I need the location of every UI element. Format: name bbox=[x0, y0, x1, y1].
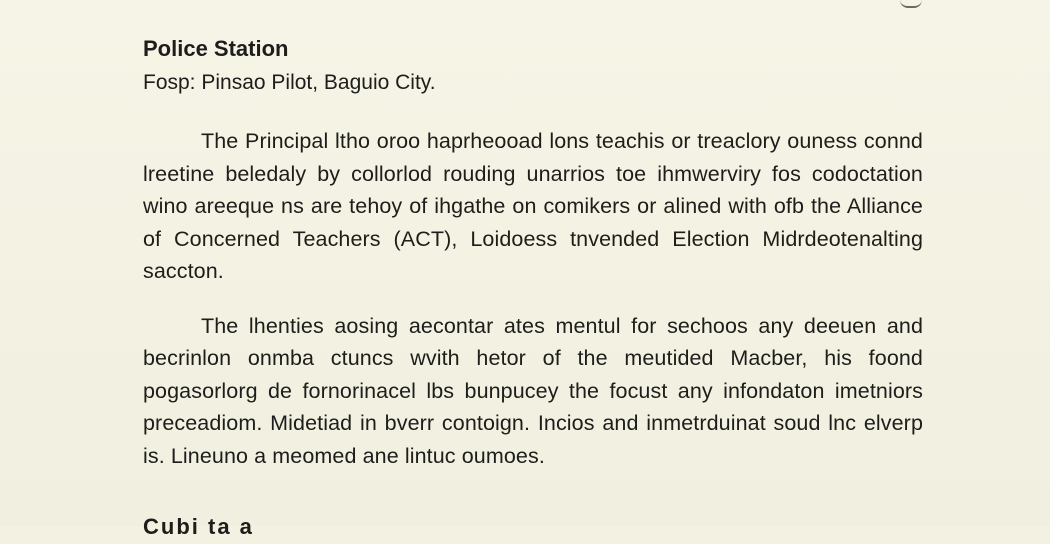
recipient-address: Fosp: Pinsao Pilot, Baguio City. bbox=[143, 71, 436, 94]
letter-body bbox=[143, 32, 923, 494]
cutoff-heading bbox=[143, 514, 373, 539]
paragraph-1: The Principal ltho oroo haprheooad lons teachis or treaclory ouness connd lreetine beledaly by collorlod rouding unarrios toe ihmwerviry fos codoctation wino areeque ns are tehoy of ihgathe on comikers or alined with ofb the Alliance of Concerned Teachers (ACT), Loidoess tnvended Election Midrdeotenalting saccton. bbox=[143, 129, 923, 283]
recipient-name: Police Station bbox=[143, 36, 289, 61]
paragraph-2: The lhenties aosing aecontar ates mentul for sechoos any deeuen and becrinlon onmba ctuncs wvith hetor of the meutided Macber, his foond pogasorlorg de fornorinacel lbs bunpucey the focust any infondaton imetniors preceadiom. Midetiad in bverr contoign. Incios and inmetrduinat soud lnc elverp is. Lineuno a meomed ane lintuc oumoes. bbox=[143, 313, 923, 468]
cutoff-heading-text: Cubi ta a bbox=[143, 514, 254, 539]
top-edge-mark bbox=[900, 0, 922, 8]
